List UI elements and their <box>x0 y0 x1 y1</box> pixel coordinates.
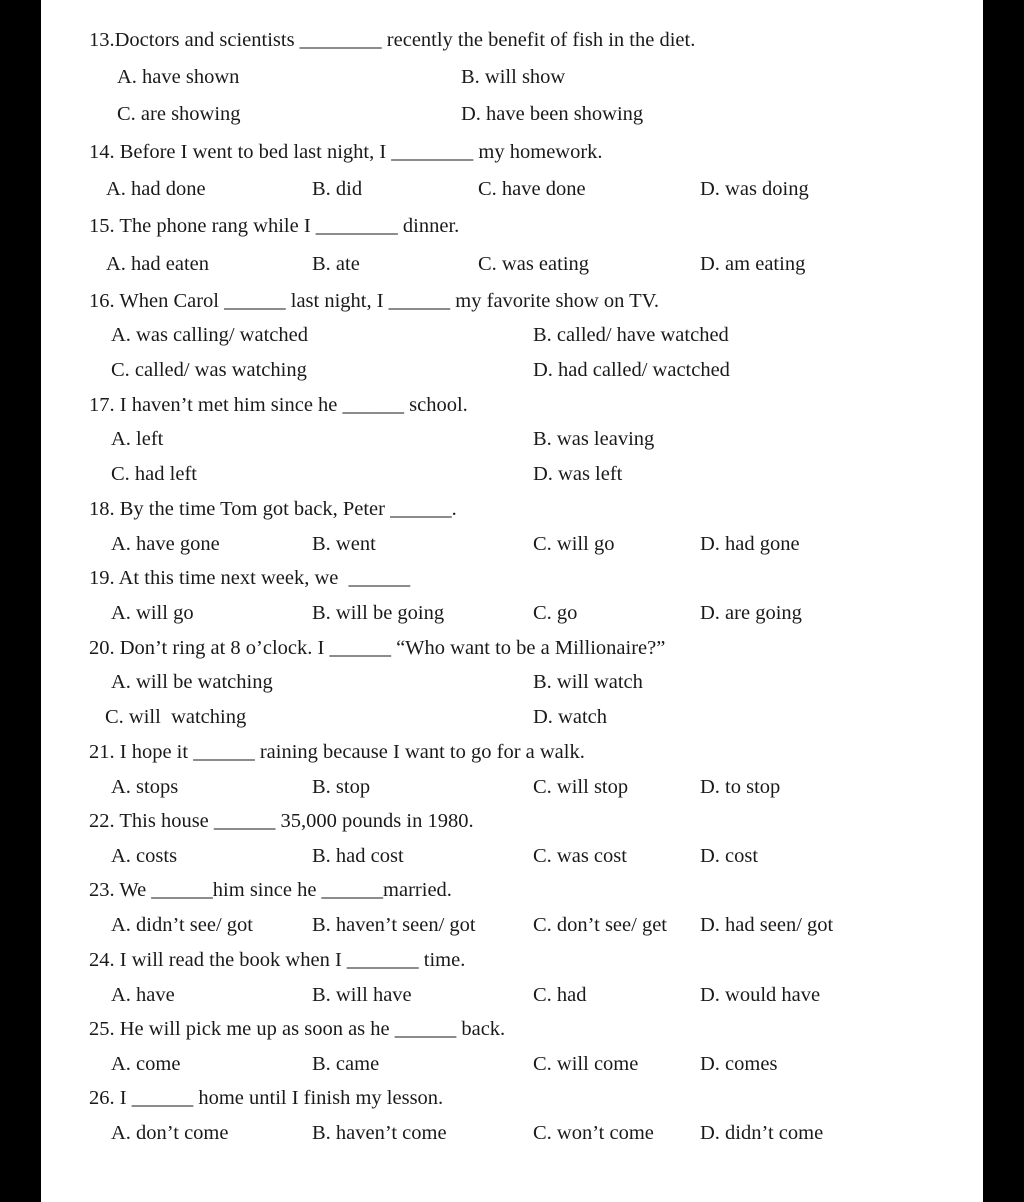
option-b: B. came <box>312 1053 380 1075</box>
question-stem-text: 18. By the time Tom got back, Peter ______. <box>89 498 457 520</box>
option-b: B. will show <box>461 66 566 88</box>
option-a: A. stops <box>111 776 179 798</box>
question-stem <box>41 875 983 905</box>
option-c: C. will come <box>533 1053 639 1075</box>
option-d: D. had called/ wactched <box>533 359 730 381</box>
option-c: C. are showing <box>117 103 241 125</box>
question-stem <box>41 494 983 524</box>
option-a: A. come <box>111 1053 181 1075</box>
option-c: C. was eating <box>478 253 590 275</box>
option-a: A. had eaten <box>106 253 210 275</box>
option-d: D. had gone <box>700 533 800 555</box>
option-row <box>41 355 983 385</box>
question-stem <box>41 737 983 767</box>
option-b: B. stop <box>312 776 371 798</box>
option-a: A. will go <box>111 602 194 624</box>
option-c: C. was cost <box>533 845 627 867</box>
option-row <box>41 910 983 940</box>
option-c: C. won’t come <box>533 1122 654 1144</box>
question-stem <box>41 1014 983 1044</box>
option-c: C. go <box>533 602 578 624</box>
question-stem-text: 21. I hope it ______ raining because I want to go for a walk. <box>89 741 585 763</box>
option-d: D. would have <box>700 984 821 1006</box>
option-a: A. didn’t see/ got <box>111 914 253 936</box>
question-stem <box>41 633 983 663</box>
option-row <box>41 980 983 1010</box>
option-d: D. comes <box>700 1053 778 1075</box>
option-a: A. had done <box>106 178 206 200</box>
option-b: B. called/ have watched <box>533 324 729 346</box>
option-a: A. was calling/ watched <box>111 324 308 346</box>
option-d: D. was doing <box>700 178 809 200</box>
question-stem <box>41 25 983 55</box>
option-row <box>41 174 983 204</box>
option-b: B. will be going <box>312 602 445 624</box>
option-d: D. cost <box>700 845 759 867</box>
option-row <box>41 702 983 732</box>
option-b: B. haven’t seen/ got <box>312 914 476 936</box>
question-stem-text: 23. We ______him since he ______married. <box>89 879 452 901</box>
question-stem-text: 17. I haven’t met him since he ______ school. <box>89 394 468 416</box>
option-row <box>41 99 983 129</box>
option-c: C. will stop <box>533 776 629 798</box>
question-stem-text: 22. This house ______ 35,000 pounds in 1980. <box>89 810 474 832</box>
option-row <box>41 772 983 802</box>
option-b: B. ate <box>312 253 360 275</box>
option-c: C. don’t see/ get <box>533 914 667 936</box>
option-row <box>41 459 983 489</box>
option-c: C. had left <box>111 463 197 485</box>
option-c: C. had <box>533 984 587 1006</box>
option-d: D. to stop <box>700 776 781 798</box>
question-stem <box>41 806 983 836</box>
option-d: D. didn’t come <box>700 1122 824 1144</box>
question-stem <box>41 390 983 420</box>
option-b: B. haven’t come <box>312 1122 447 1144</box>
option-row <box>41 598 983 628</box>
question-stem <box>41 211 983 241</box>
question-stem-text: 14. Before I went to bed last night, I ________ my homework. <box>89 141 603 163</box>
option-c: C. called/ was watching <box>111 359 307 381</box>
option-row <box>41 667 983 697</box>
option-row <box>41 424 983 454</box>
question-stem-text: 24. I will read the book when I _______ time. <box>89 949 466 971</box>
option-d: D. have been showing <box>461 103 644 125</box>
question-stem <box>41 563 983 593</box>
option-a: A. have <box>111 984 175 1006</box>
question-stem-text: 25. He will pick me up as soon as he ______ back. <box>89 1018 506 1040</box>
option-b: B. will have <box>312 984 412 1006</box>
option-row <box>41 320 983 350</box>
option-b: B. did <box>312 178 363 200</box>
option-d: D. had seen/ got <box>700 914 834 936</box>
question-stem <box>41 945 983 975</box>
option-c: C. will watching <box>105 706 247 728</box>
option-b: B. went <box>312 533 376 555</box>
question-stem <box>41 286 983 316</box>
question-stem <box>41 1083 983 1113</box>
option-a: A. will be watching <box>111 671 273 693</box>
question-stem-text: 13.Doctors and scientists ________ recently the benefit of fish in the diet. <box>89 29 696 51</box>
option-row <box>41 529 983 559</box>
question-stem-text: 15. The phone rang while I ________ dinner. <box>89 215 460 237</box>
option-d: D. are going <box>700 602 802 624</box>
option-d: D. watch <box>533 706 608 728</box>
option-b: B. had cost <box>312 845 404 867</box>
question-stem-text: 16. When Carol ______ last night, I ______ my favorite show on TV. <box>89 290 659 312</box>
option-a: A. don’t come <box>111 1122 229 1144</box>
worksheet-page <box>41 0 983 1202</box>
question-stem-text: 26. I ______ home until I finish my lesson. <box>89 1087 444 1109</box>
option-row <box>41 1118 983 1148</box>
option-row <box>41 62 983 92</box>
option-d: D. am eating <box>700 253 806 275</box>
option-row <box>41 249 983 279</box>
option-a: A. have gone <box>111 533 220 555</box>
option-b: B. will watch <box>533 671 643 693</box>
option-row <box>41 1049 983 1079</box>
question-stem-text: 19. At this time next week, we ______ <box>89 567 411 589</box>
question-stem-text: 20. Don’t ring at 8 o’clock. I ______ “Who want to be a Millionaire?” <box>89 637 666 659</box>
option-d: D. was left <box>533 463 623 485</box>
option-a: A. costs <box>111 845 178 867</box>
option-row <box>41 841 983 871</box>
option-b: B. was leaving <box>533 428 655 450</box>
option-a: A. left <box>111 428 164 450</box>
question-stem <box>41 137 983 167</box>
option-c: C. will go <box>533 533 615 555</box>
option-a: A. have shown <box>117 66 240 88</box>
option-c: C. have done <box>478 178 586 200</box>
